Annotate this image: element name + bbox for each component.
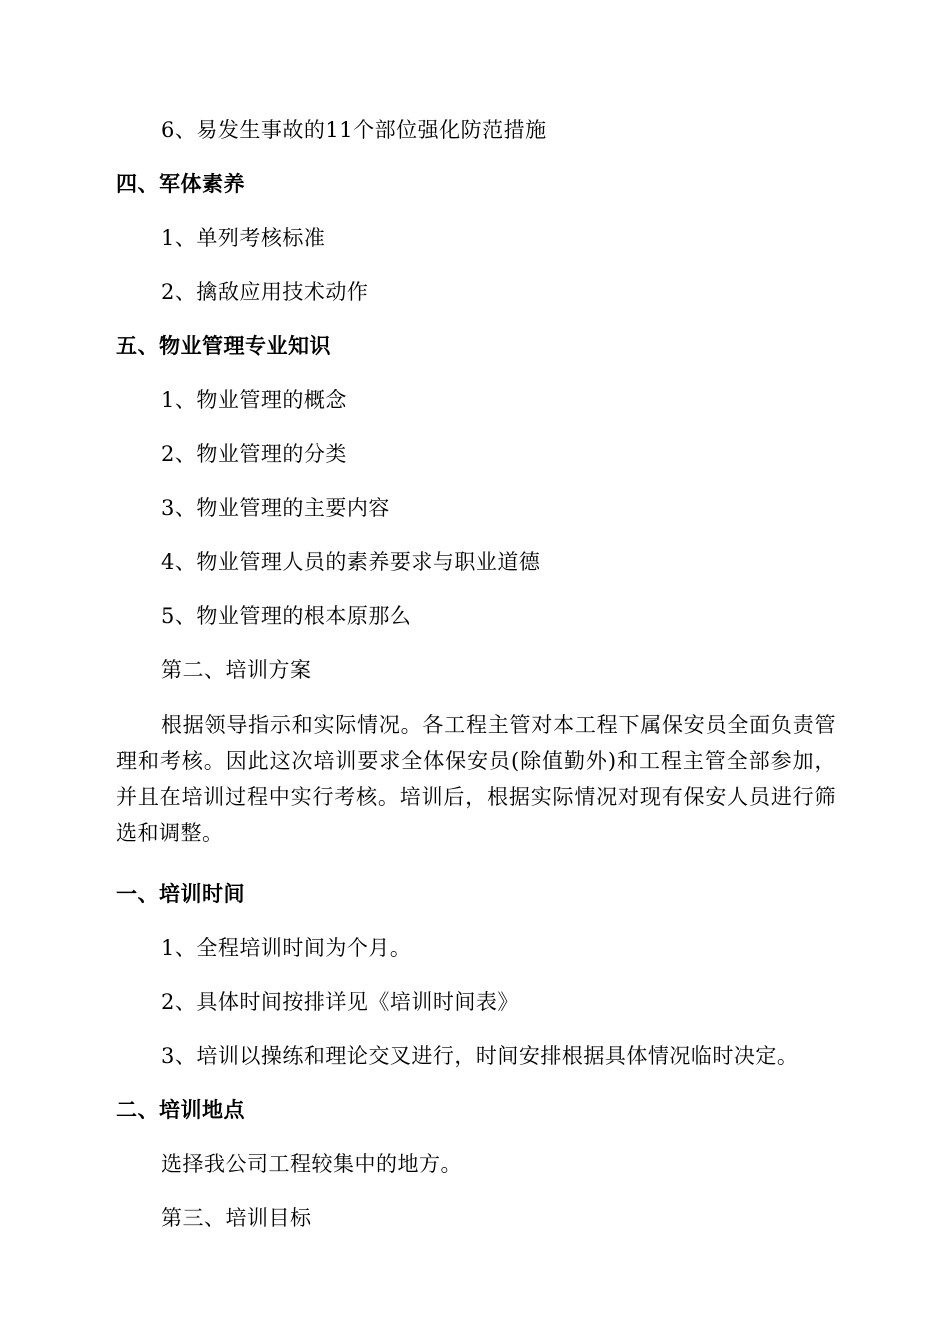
list-item: 1、物业管理的概念 xyxy=(161,388,347,412)
section-heading: 一、培训时间 xyxy=(116,882,245,906)
list-item: 5、物业管理的根本原那么 xyxy=(161,604,412,628)
list-item: 4、物业管理人员的素养要求与职业道德 xyxy=(161,550,541,574)
list-item: 1、单列考核标准 xyxy=(161,226,326,250)
list-item: 1、全程培训时间为个月。 xyxy=(161,936,412,960)
body-line: 选择我公司工程较集中的地方。 xyxy=(161,1152,462,1176)
list-item: 2、具体时间按排详见《培训时间表》 xyxy=(161,990,519,1014)
chapter-heading: 第二、培训方案 xyxy=(161,658,312,682)
list-item: 3、培训以操练和理论交叉进行，时间安排根据具体情况临时决定。 xyxy=(161,1044,799,1068)
list-item: 2、物业管理的分类 xyxy=(161,442,347,466)
chapter-heading: 第三、培训目标 xyxy=(161,1206,312,1230)
section-heading: 四、军体素养 xyxy=(116,172,245,196)
body-paragraph: 根据领导指示和实际情况。各工程主管对本工程下属保安员全面负责管理和考核。因此这次培训要求全体保安员(除值勤外)和工程主管全部参加，并且在培训过程中实行考核。培训后，根据实际情况对现有保安人员进行筛选和调整。 xyxy=(116,713,836,845)
list-item: 2、擒敌应用技术动作 xyxy=(161,280,369,304)
section-heading: 二、培训地点 xyxy=(116,1098,245,1122)
list-item: 6、易发生事故的11个部位强化防范措施 xyxy=(161,118,547,142)
list-item: 3、物业管理的主要内容 xyxy=(161,496,390,520)
section-heading: 五、物业管理专业知识 xyxy=(116,334,331,358)
